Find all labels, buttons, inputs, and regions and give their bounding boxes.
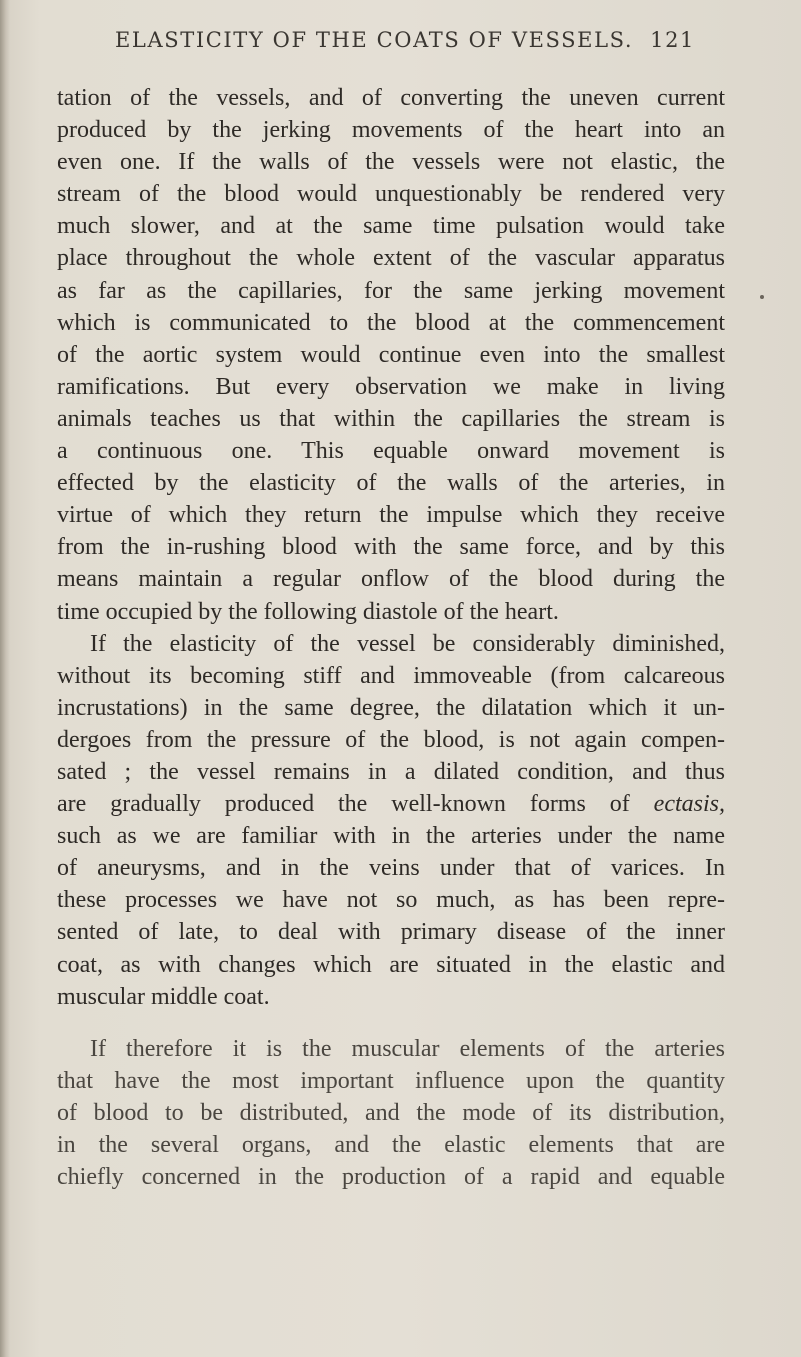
text-line: without its becoming stiff and immoveable (from calcareous bbox=[57, 662, 725, 689]
paragraph-3 bbox=[57, 1033, 725, 1193]
text-line: that have the most important influence upon the quantity bbox=[57, 1067, 725, 1094]
text-line-with-italic bbox=[57, 788, 725, 820]
stray-ink-mark bbox=[760, 295, 764, 299]
text-line: means maintain a regular onflow of the blood during the bbox=[57, 566, 725, 593]
text-line: in the several organs, and the elastic elements that are bbox=[57, 1132, 725, 1158]
text-line: much slower, and at the same time pulsation would take bbox=[57, 213, 725, 240]
text-line: incrustations) in the same degree, the dilatation which it un- bbox=[57, 694, 725, 721]
text-line: from the in-rushing blood with the same force, and by this bbox=[57, 534, 725, 561]
body-text bbox=[57, 82, 725, 1193]
text-line: sated ; the vessel remains in a dilated condition, and thus bbox=[57, 758, 725, 785]
text-line: time occupied by the following diastole of the heart. bbox=[57, 598, 559, 625]
text-line: a continuous one. This equable onward movement is bbox=[57, 438, 725, 465]
paragraph-2 bbox=[57, 628, 725, 1013]
text-line: of aneurysms, and in the veins under that of varices. In bbox=[57, 855, 725, 882]
text-line: even one. If the walls of the vessels were not elastic, the bbox=[57, 149, 725, 176]
text-line: of blood to be distributed, and the mode of its distribution, bbox=[57, 1099, 725, 1126]
text-line: animals teaches us that within the capillaries the stream is bbox=[57, 405, 725, 432]
running-head-title: ELASTICITY OF THE COATS OF VESSELS. bbox=[115, 28, 634, 52]
text-line: as far as the capillaries, for the same jerking movement bbox=[57, 277, 725, 304]
text-line: which is communicated to the blood at the commencement bbox=[57, 309, 725, 336]
running-head bbox=[115, 28, 695, 58]
text-line: of the aortic system would continue even into the smallest bbox=[57, 341, 725, 368]
text-line: ramifications. But every observation we make in living bbox=[57, 373, 725, 400]
text-line: these processes we have not so much, as has been repre- bbox=[57, 887, 725, 914]
text-line: tation of the vessels, and of converting the uneven current bbox=[57, 85, 725, 111]
text-line: effected by the elasticity of the walls of the arteries, in bbox=[57, 470, 725, 497]
paragraph-gap bbox=[57, 1013, 725, 1033]
text-line: produced by the jerking movements of the heart into an bbox=[57, 117, 725, 144]
text-line: muscular middle coat. bbox=[57, 983, 270, 1010]
text-line: sented of late, to deal with primary disease of the inner bbox=[57, 919, 725, 946]
text-line: stream of the blood would unquestionably be rendered very bbox=[57, 181, 725, 208]
text-line: If therefore it is the muscular elements of the arteries bbox=[90, 1035, 725, 1062]
text-line: such as we are familiar with in the arteries under the name bbox=[57, 823, 725, 850]
page-number: 121 bbox=[650, 28, 695, 52]
page-binding-edge bbox=[0, 0, 10, 1357]
paragraph-1 bbox=[57, 82, 725, 628]
text-line: dergoes from the pressure of the blood, is not again compen- bbox=[57, 726, 725, 753]
text-line: If the elasticity of the vessel be considerably diminished, bbox=[90, 630, 725, 657]
italic-term: ectasis, bbox=[653, 791, 725, 818]
text-line: virtue of which they return the impulse which they receive bbox=[57, 502, 725, 529]
text-line: chiefly concerned in the production of a rapid and equable bbox=[57, 1164, 725, 1191]
line-text: are gradually produced the well-known forms of bbox=[57, 791, 654, 818]
text-line: coat, as with changes which are situated in the elastic and bbox=[57, 951, 725, 978]
text-line: place throughout the whole extent of the vascular apparatus bbox=[57, 245, 725, 272]
